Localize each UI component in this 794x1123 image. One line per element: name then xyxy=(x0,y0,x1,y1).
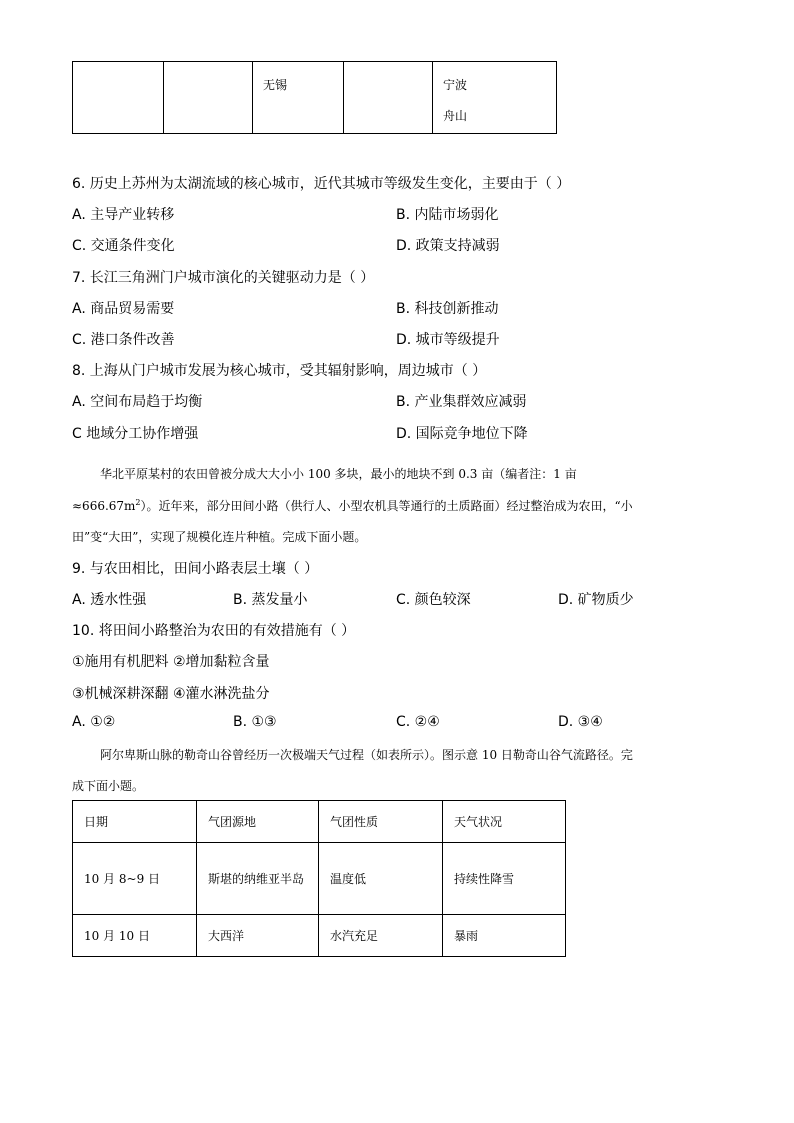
table-cell: 10 月 10 日 xyxy=(73,915,197,957)
cell-text-zhoushan: 舟山 xyxy=(443,109,468,123)
question-9-option-d[interactable]: D. 矿物质少 xyxy=(558,592,634,608)
question-7-option-a[interactable]: A. 商品贸易需要 xyxy=(72,301,175,317)
question-7-option-d[interactable]: D. 城市等级提升 xyxy=(396,332,500,348)
question-9-stem: 9. 与农田相比，田间小路表层土壤（ ） xyxy=(72,561,319,577)
table-header-cell: 天气状况 xyxy=(443,801,566,843)
table-header-cell: 日期 xyxy=(73,801,197,843)
passage-1-line-1: 华北平原某村的农田曾被分成大大小小 100 多块，最小的地块不到 0.3 亩（编者注：1 亩 xyxy=(100,467,577,481)
table-cell: 10 月 8~9 日 xyxy=(73,843,197,915)
table-row xyxy=(73,62,557,134)
question-10-items-line-1: ①施用有机肥料 ②增加黏粒含量 xyxy=(72,654,270,670)
question-8-stem: 8. 上海从门户城市发展为核心城市，受其辐射影响，周边城市（ ） xyxy=(72,363,487,379)
question-6-option-d[interactable]: D. 政策支持减弱 xyxy=(396,238,500,254)
passage-2-line-2: 成下面小题。 xyxy=(72,779,145,793)
question-6-stem: 6. 历史上苏州为太湖流域的核心城市，近代其城市等级发生变化，主要由于（ ） xyxy=(72,176,571,192)
question-8-option-c[interactable]: C 地域分工协作增强 xyxy=(72,426,199,442)
weather-event-table xyxy=(72,800,566,957)
passage-1-line-2-post: ）。近年来，部分田间小路（供行人、小型农机具等通行的土质路面）经过整治成为农田，“小 xyxy=(140,499,633,513)
passage-1-line-2-pre: ≈666.67m xyxy=(72,499,136,513)
passage-1-line-3: 田”变“大田”，实现了规模化连片种植。完成下面小题。 xyxy=(72,530,367,544)
question-8-option-a[interactable]: A. 空间布局趋于均衡 xyxy=(72,394,203,410)
table-cell: 水汽充足 xyxy=(319,915,443,957)
table-cell: 温度低 xyxy=(319,843,443,915)
question-10-option-b[interactable]: B. ①③ xyxy=(233,714,277,730)
question-6-option-b[interactable]: B. 内陆市场弱化 xyxy=(396,207,499,223)
question-10-option-a[interactable]: A. ①② xyxy=(72,714,116,730)
table-cell: 暴雨 xyxy=(443,915,566,957)
table-row xyxy=(73,843,566,915)
table-row xyxy=(73,915,566,957)
table-header-cell: 气团源地 xyxy=(197,801,319,843)
table-cell xyxy=(73,62,164,134)
table-cell xyxy=(253,62,344,134)
table-cell: 大西洋 xyxy=(197,915,319,957)
question-10-option-d[interactable]: D. ③④ xyxy=(558,714,603,730)
question-10-stem: 10. 将田间小路整治为农田的有效措施有（ ） xyxy=(72,623,356,639)
question-8-option-d[interactable]: D. 国际竞争地位下降 xyxy=(396,426,528,442)
table-cell: 持续性降雪 xyxy=(443,843,566,915)
question-7-option-c[interactable]: C. 港口条件改善 xyxy=(72,332,175,348)
question-9-option-c[interactable]: C. 颜色较深 xyxy=(396,592,471,608)
question-10-items-line-2: ③机械深耕深翻 ④灌水淋洗盐分 xyxy=(72,686,270,702)
cell-text-wuxi: 无锡 xyxy=(263,78,288,92)
question-10-option-c[interactable]: C. ②④ xyxy=(396,714,440,730)
table-cell: 斯堪的纳维亚半岛 xyxy=(197,843,319,915)
table-header-cell: 气团性质 xyxy=(319,801,443,843)
question-7-option-b[interactable]: B. 科技创新推动 xyxy=(396,301,499,317)
table-cell xyxy=(433,62,557,134)
passage-1-line-2 xyxy=(72,497,633,514)
table-cell xyxy=(344,62,433,134)
question-7-stem: 7. 长江三角洲门户城市演化的关键驱动力是（ ） xyxy=(72,270,375,286)
table-header-row xyxy=(73,801,566,843)
question-6-option-a[interactable]: A. 主导产业转移 xyxy=(72,207,175,223)
question-6-option-c[interactable]: C. 交通条件变化 xyxy=(72,238,175,254)
table-cell xyxy=(164,62,253,134)
passage-2-line-1: 阿尔卑斯山脉的勒奇山谷曾经历一次极端天气过程（如表所示）。图示意 10 日勒奇山谷气流路径。完 xyxy=(100,748,633,762)
passage-1-line-2-sup: 2 xyxy=(135,498,141,507)
question-9-option-a[interactable]: A. 透水性强 xyxy=(72,592,147,608)
question-9-option-b[interactable]: B. 蒸发量小 xyxy=(233,592,308,608)
question-8-option-b[interactable]: B. 产业集群效应减弱 xyxy=(396,394,527,410)
city-hierarchy-table-fragment xyxy=(72,61,557,134)
cell-text-ningbo: 宁波 xyxy=(443,78,468,92)
